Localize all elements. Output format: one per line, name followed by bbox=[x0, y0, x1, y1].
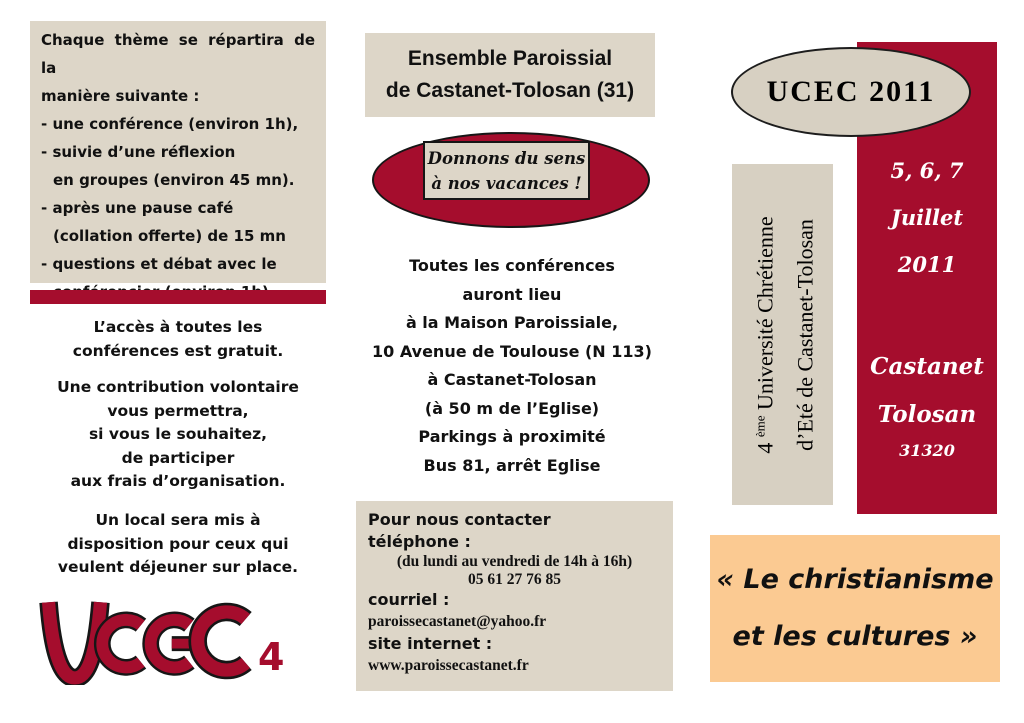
contribution-line: aux frais d’organisation. bbox=[70, 472, 286, 490]
venue-info bbox=[356, 252, 668, 480]
edition-line1-rest: Université Chrétienne bbox=[752, 215, 778, 410]
place-block bbox=[857, 343, 997, 439]
contact-box bbox=[356, 501, 673, 691]
schedule-line: - après une pause café bbox=[41, 199, 234, 217]
lunch-note bbox=[30, 509, 326, 580]
contribution-line: de participer bbox=[121, 448, 235, 467]
contribution-line: vous permettra, bbox=[107, 401, 249, 420]
lunch-line: veulent déjeuner sur place. bbox=[57, 558, 299, 576]
venue-line: auront lieu bbox=[462, 284, 562, 304]
ucec-logo bbox=[38, 597, 258, 685]
venue-line: 10 Avenue de Toulouse (N 113) bbox=[372, 341, 652, 361]
contribution-line: Une contribution volontaire bbox=[57, 378, 299, 396]
venue-line: Parkings à proximité bbox=[418, 427, 606, 446]
schedule-line: - suivie d’une réflexion bbox=[41, 143, 236, 161]
badge-label: UCEC 2011 bbox=[766, 75, 936, 108]
email-label: courriel : bbox=[368, 590, 450, 609]
slogan-box bbox=[423, 141, 590, 200]
edition-number: 4 bbox=[752, 442, 778, 454]
schedule-box bbox=[30, 21, 326, 283]
place-line: Tolosan bbox=[877, 401, 977, 428]
schedule-line: Chaque thème se répartira de la bbox=[41, 31, 315, 77]
parish-header-line: Ensemble Paroissial bbox=[407, 47, 613, 70]
edition-ordinal: ème bbox=[751, 415, 767, 437]
place-line: Castanet bbox=[870, 353, 984, 380]
divider-bar bbox=[30, 290, 326, 304]
edition-vertical-box bbox=[732, 164, 833, 505]
contact-title: Pour nous contacter bbox=[368, 510, 551, 529]
theme-box bbox=[710, 535, 1000, 682]
phone-hours: (du lundi au vendredi de 14h à 16h) bbox=[396, 553, 633, 570]
schedule-line: en groupes (environ 45 mn). bbox=[53, 171, 295, 189]
phone-label: téléphone : bbox=[368, 532, 471, 551]
lunch-line: disposition pour ceux qui bbox=[67, 534, 289, 553]
date-line: 2011 bbox=[897, 252, 957, 277]
ucec-2011-badge bbox=[731, 47, 971, 137]
venue-line: (à 50 m de l’Eglise) bbox=[424, 398, 600, 418]
parish-header-line: de Castanet-Tolosan (31) bbox=[385, 79, 635, 102]
schedule-line: - une conférence (environ 1h), bbox=[41, 115, 299, 133]
ucec-logo-graphic bbox=[38, 597, 258, 685]
venue-line: à la Maison Paroissiale, bbox=[405, 313, 619, 332]
theme-line: et les cultures » bbox=[732, 621, 978, 652]
ucec-logo-subscript: 4 bbox=[258, 635, 285, 679]
access-line: conférences est gratuit. bbox=[72, 341, 284, 360]
slogan-line: à nos vacances ! bbox=[431, 174, 582, 193]
venue-line: à Castanet-Tolosan bbox=[427, 370, 597, 389]
slogan-line: Donnons du sens bbox=[427, 149, 586, 168]
email-value: paroissecastanet@yahoo.fr bbox=[368, 613, 547, 630]
zip-code: 31320 bbox=[899, 441, 955, 460]
venue-line: Toutes les conférences bbox=[409, 256, 615, 275]
parish-header bbox=[365, 33, 655, 117]
site-value: www.paroissecastanet.fr bbox=[368, 657, 529, 674]
schedule-line: (collation offerte) de 15 mn bbox=[53, 227, 286, 245]
edition-text bbox=[740, 164, 825, 505]
contribution-note bbox=[30, 376, 326, 494]
site-label: site internet : bbox=[368, 634, 493, 653]
schedule-line: - questions et débat avec le bbox=[41, 255, 277, 273]
venue-line: Bus 81, arrêt Eglise bbox=[423, 455, 601, 475]
lunch-line: Un local sera mis à bbox=[95, 511, 261, 529]
edition-line: d’Eté de Castanet-Tolosan bbox=[792, 218, 818, 451]
date-line: Juillet bbox=[890, 205, 964, 230]
schedule-line: manière suivante : bbox=[41, 87, 200, 105]
contribution-line: si vous le souhaitez, bbox=[88, 425, 268, 443]
access-line: L’accès à toutes les bbox=[93, 318, 263, 336]
date-line: 5, 6, 7 bbox=[890, 158, 964, 183]
edition-line bbox=[740, 164, 785, 505]
theme-line: « Le christianisme bbox=[716, 564, 994, 595]
phone-number: 05 61 27 76 85 bbox=[468, 571, 561, 588]
access-note bbox=[30, 316, 326, 363]
